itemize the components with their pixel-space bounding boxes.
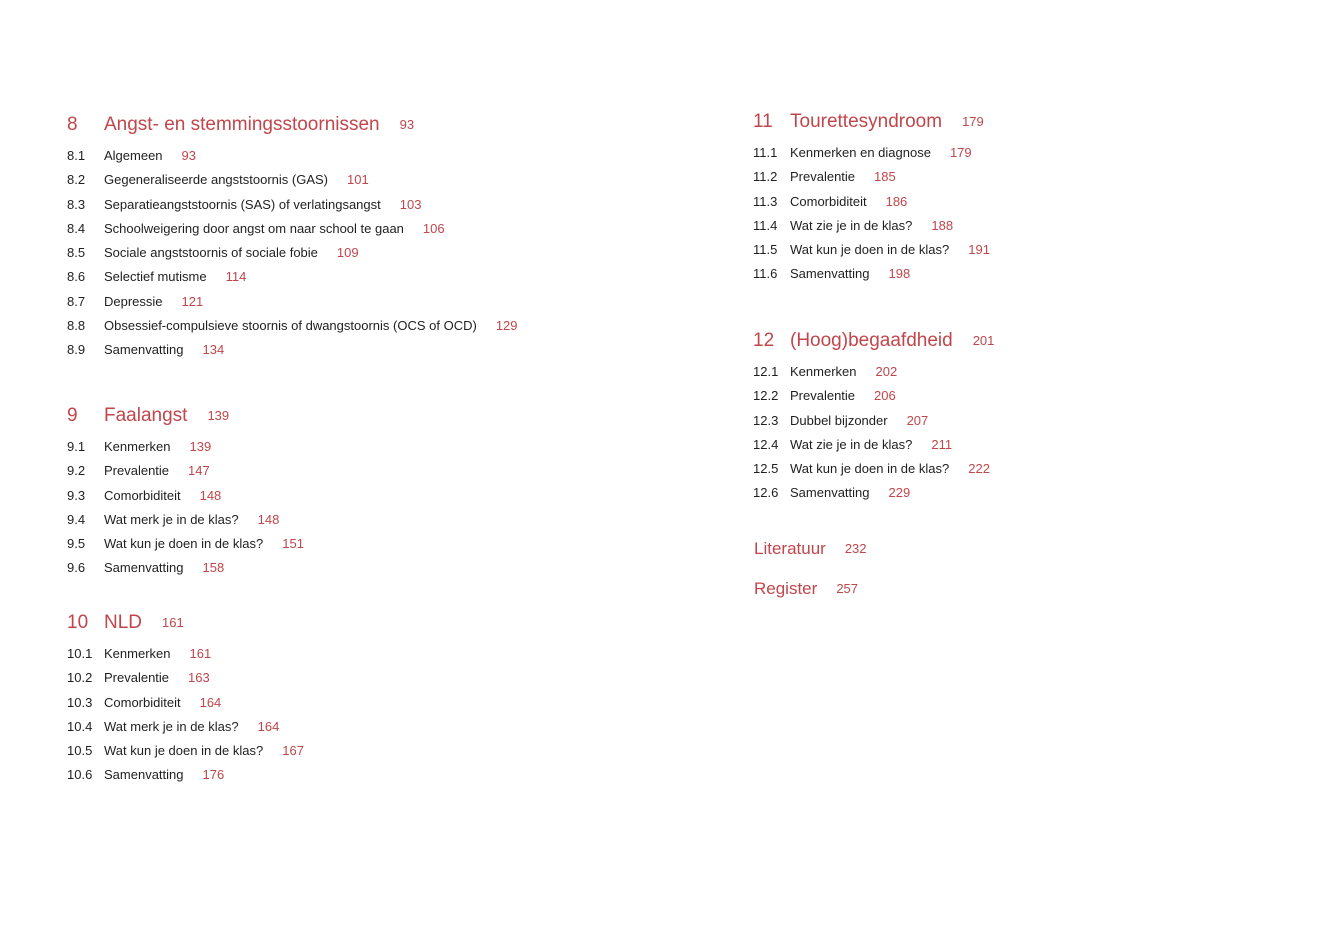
register-title: Register	[754, 579, 818, 598]
section-page: 139	[189, 439, 212, 454]
section-page: 207	[906, 412, 929, 428]
section-page: 163	[188, 670, 210, 686]
section-title-row	[104, 718, 279, 736]
section-number: 8.5	[67, 245, 86, 261]
section-title-row	[790, 387, 896, 405]
section-title: Prevalentie	[104, 670, 170, 686]
section-title-row	[790, 412, 928, 430]
section-number: 11.5	[753, 242, 778, 258]
section-title-row	[790, 363, 897, 381]
section-title: Wat kun je doen in de klas?	[104, 743, 264, 759]
section-number: 10.5	[67, 743, 93, 759]
section-page: 151	[282, 536, 304, 552]
section-title: Obsessief-compulsieve stoornis of dwangstoornis (OCS of OCD)	[104, 318, 477, 334]
section-title: Depressie	[104, 293, 163, 309]
section-page: 198	[888, 266, 911, 282]
section-title-row	[104, 645, 211, 663]
chapter-number: 10	[67, 612, 89, 633]
section-title-row	[104, 511, 279, 529]
chapter-number: 9	[67, 405, 78, 426]
section-title: Comorbiditeit	[790, 193, 867, 209]
register-page: 257	[836, 581, 859, 596]
section-number: 12.3	[753, 412, 779, 428]
chapter-page: 179	[962, 114, 984, 129]
section-page: 176	[202, 767, 225, 783]
section-number: 8.7	[67, 293, 86, 309]
section-number: 8.1	[67, 148, 86, 163]
section-page: 179	[949, 145, 972, 160]
section-title: Algemeen	[104, 148, 163, 163]
chapter-page: 161	[162, 615, 184, 630]
section-title: Prevalentie	[104, 463, 170, 479]
section-title-row	[790, 436, 952, 454]
section-title-row	[104, 293, 203, 311]
section-title-row	[790, 460, 990, 478]
chapter-page: 93	[399, 117, 415, 132]
section-title-row	[104, 462, 210, 480]
chapter-title-row	[104, 113, 414, 137]
section-page: 148	[257, 511, 280, 527]
section-number: 10.6	[67, 767, 93, 783]
section-title-row	[104, 559, 224, 577]
section-page: 101	[347, 172, 369, 188]
section-number: 12.4	[753, 436, 779, 452]
toc-literatuur[interactable]	[754, 537, 867, 562]
section-page: 186	[885, 193, 908, 209]
section-title: Kenmerken en diagnose	[790, 145, 931, 160]
section-title: Comorbiditeit	[104, 487, 181, 503]
section-number: 8.8	[67, 318, 86, 334]
section-title-row	[104, 487, 221, 505]
section-page: 185	[874, 169, 896, 185]
section-title-row	[104, 196, 421, 214]
chapter-title: Faalangst	[104, 405, 188, 426]
section-title: Wat merk je in de klas?	[104, 718, 239, 734]
section-title-row	[790, 265, 910, 283]
section-title: Samenvatting	[790, 266, 870, 282]
toc-register[interactable]	[754, 577, 858, 602]
section-title: Wat kun je doen in de klas?	[104, 536, 264, 552]
section-title: Kenmerken	[790, 364, 857, 379]
section-title-row	[104, 535, 304, 553]
chapter-number: 8	[67, 114, 78, 135]
section-number: 9.4	[67, 511, 86, 527]
section-page: 229	[888, 485, 911, 501]
section-title-row	[104, 742, 304, 760]
section-title-row	[104, 268, 246, 286]
section-number: 8.6	[67, 269, 86, 285]
section-title-row	[104, 171, 369, 189]
section-number: 8.9	[67, 342, 86, 358]
section-number: 10.1	[67, 646, 93, 661]
section-page: 164	[257, 718, 280, 734]
section-title-row	[104, 341, 224, 359]
section-page: 161	[189, 646, 212, 661]
section-number: 11.3	[753, 193, 778, 209]
section-title: Samenvatting	[790, 485, 870, 501]
section-title: Wat zie je in de klas?	[790, 217, 913, 233]
section-number: 12.6	[753, 485, 779, 501]
section-title-row	[104, 244, 359, 262]
section-title-row	[104, 694, 221, 712]
section-title: Kenmerken	[104, 646, 171, 661]
section-page: 103	[399, 196, 422, 212]
section-page: 129	[495, 318, 518, 334]
chapter-title-row	[790, 110, 984, 134]
section-page: 222	[968, 461, 990, 477]
chapter-title: Angst- en stemmingsstoornissen	[104, 114, 380, 135]
section-title: Selectief mutisme	[104, 269, 207, 285]
section-number: 11.1	[753, 145, 778, 160]
chapter-title: Tourettesyndroom	[790, 111, 943, 132]
section-title-row	[104, 147, 196, 165]
section-page: 134	[202, 342, 225, 358]
section-number: 8.4	[67, 220, 86, 236]
section-page: 121	[181, 293, 204, 309]
section-page: 148	[199, 487, 222, 503]
section-title: Gegeneraliseerde angststoornis (GAS)	[104, 172, 329, 188]
section-title: Samenvatting	[104, 767, 184, 783]
section-number: 12.1	[753, 364, 779, 379]
section-number: 9.2	[67, 463, 86, 479]
section-page: 106	[422, 220, 445, 236]
section-title-row	[790, 241, 990, 259]
section-page: 147	[188, 463, 210, 479]
section-title-row	[104, 669, 210, 687]
literatuur-title: Literatuur	[754, 539, 826, 558]
section-number: 9.3	[67, 487, 86, 503]
section-title: Wat kun je doen in de klas?	[790, 242, 950, 258]
section-title-row	[790, 484, 910, 502]
section-title: Wat merk je in de klas?	[104, 511, 239, 527]
section-number: 9.1	[67, 439, 86, 454]
section-title: Prevalentie	[790, 169, 856, 185]
chapter-title-row	[790, 329, 994, 353]
section-page: 188	[931, 217, 954, 233]
section-page: 202	[875, 364, 898, 379]
section-page: 109	[336, 245, 359, 261]
section-title: Wat kun je doen in de klas?	[790, 461, 950, 477]
section-title-row	[790, 217, 953, 235]
section-title-row	[104, 220, 445, 238]
section-page: 206	[874, 388, 896, 404]
chapter-number: 11	[753, 111, 773, 132]
section-title: Kenmerken	[104, 439, 171, 454]
section-page: 211	[931, 436, 953, 452]
section-title-row	[790, 193, 907, 211]
section-page: 93	[181, 148, 197, 163]
section-title: Prevalentie	[790, 388, 856, 404]
section-title: Dubbel bijzonder	[790, 412, 888, 428]
section-number: 12.5	[753, 461, 779, 477]
section-title: Separatieangststoornis (SAS) of verlatingsangst	[104, 196, 381, 212]
section-number: 8.2	[67, 172, 86, 188]
literatuur-page: 232	[844, 541, 867, 556]
section-number: 11.4	[753, 217, 778, 233]
section-title-row	[104, 766, 224, 784]
section-title-row	[790, 168, 896, 186]
section-number: 8.3	[67, 196, 86, 212]
section-title: Wat zie je in de klas?	[790, 436, 913, 452]
section-title: Comorbiditeit	[104, 694, 181, 710]
section-number: 10.4	[67, 718, 93, 734]
chapter-title-row	[104, 404, 229, 428]
chapter-title: (Hoog)begaafdheid	[790, 330, 953, 351]
chapter-title-row	[104, 611, 184, 635]
section-page: 191	[968, 242, 990, 258]
section-number: 11.2	[753, 169, 778, 185]
chapter-page: 139	[207, 408, 230, 423]
section-title: Samenvatting	[104, 560, 184, 576]
section-title: Schoolweigering door angst om naar school te gaan	[104, 220, 404, 236]
section-page: 158	[202, 560, 225, 576]
chapter-number: 12	[753, 330, 775, 351]
section-title-row	[790, 144, 972, 162]
section-title-row	[104, 317, 518, 335]
section-title: Samenvatting	[104, 342, 184, 358]
section-title: Sociale angststoornis of sociale fobie	[104, 245, 318, 261]
section-page: 167	[282, 743, 304, 759]
section-number: 11.6	[753, 266, 778, 282]
section-title-row	[104, 438, 211, 456]
chapter-page: 201	[972, 333, 995, 348]
section-number: 10.2	[67, 670, 93, 686]
section-number: 10.3	[67, 694, 93, 710]
chapter-title: NLD	[104, 612, 143, 633]
section-number: 12.2	[753, 388, 779, 404]
section-number: 9.5	[67, 536, 86, 552]
section-number: 9.6	[67, 560, 86, 576]
section-page: 164	[199, 694, 222, 710]
section-page: 114	[225, 269, 247, 285]
